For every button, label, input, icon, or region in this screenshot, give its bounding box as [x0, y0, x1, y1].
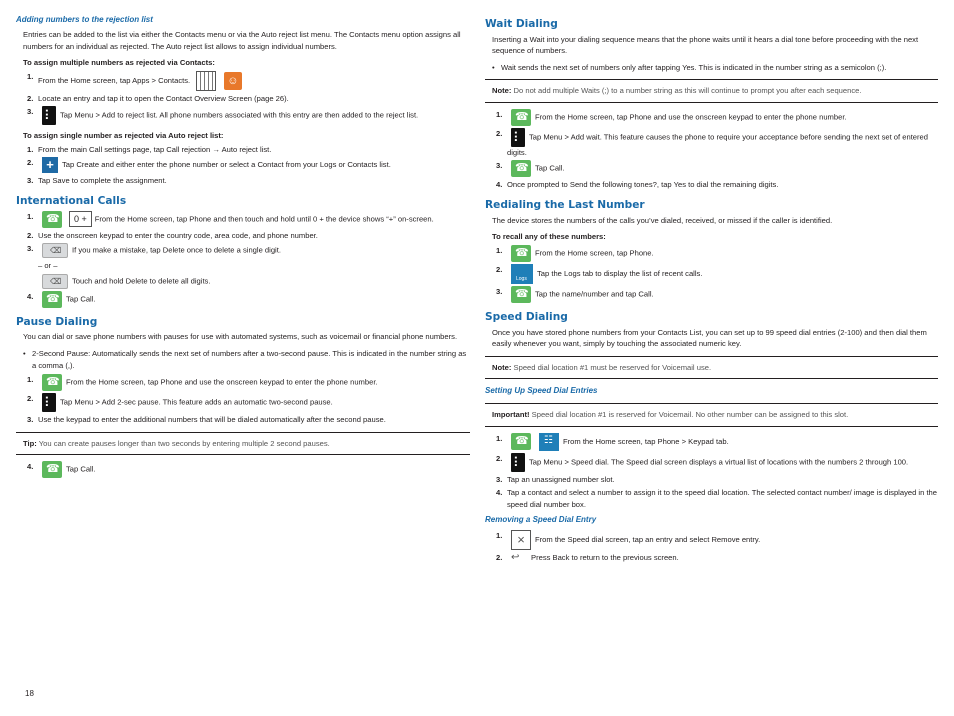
pause-tip: Tip: You can create pauses longer than two seconds by entering multiple 2 second pauses.: [16, 432, 470, 456]
contacts-icon: [224, 72, 242, 90]
redial-intro: The device stores the numbers of the calls you’ve dialed, received, or missed if the caller is identified.: [492, 215, 833, 225]
list-item: 1. ☎☷ From the Home screen, tap Phone > Keypad tab.: [485, 433, 938, 451]
wait-note: Note: Do not add multiple Waits (;) to a number string as this will continue to prompt you after each sequence.: [485, 79, 938, 103]
list-item: 1. From the Home screen, tap Apps > Contacts. ☺: [16, 71, 470, 91]
list-item: 2. ⠇ Tap Menu > Add 2-sec pause. This feature adds an automatic two-second pause.: [16, 393, 470, 412]
important-note: Important! Speed dial location #1 is reserved for Voicemail. No other number can be assigned to this slot.: [485, 403, 938, 427]
list-item: 2. Logs Tap the Logs tab to display the list of recent calls.: [485, 264, 938, 284]
list-item: 3. Tap Save to complete the assignment.: [27, 176, 167, 186]
international-step-4: [16, 291, 470, 308]
phone-icon: [42, 374, 62, 391]
pause-steps: [16, 374, 470, 426]
international-steps: [16, 211, 470, 259]
left-column: [16, 10, 470, 480]
speed-note: Note: Speed dial location #1 must be reserved for Voicemail use.: [485, 356, 938, 380]
pause-step-4: [16, 461, 470, 478]
list-item: 3. ⠇ Tap Menu > Add to reject list. All phone numbers associated with this entry are then added to the reject list.: [16, 106, 470, 125]
apps-icon: [196, 71, 216, 91]
multi-steps: [16, 71, 470, 126]
list-item: 1. From the main Call settings page, tap Call rejection → Auto reject list.: [27, 144, 272, 154]
list-item: 4. ☎ Tap Call.: [16, 461, 470, 478]
call-icon: [511, 286, 531, 303]
keypad-icon: [539, 433, 559, 451]
list-item: 2. ↩ Press Back to return to the previous screen.: [496, 551, 679, 563]
list-item: 3. ⌫ If you make a mistake, tap Delete once to delete a single digit.: [16, 243, 470, 258]
list-item: 2. + Tap Create and either enter the phone number or select a Contact from your Logs or Contacts list.: [27, 157, 391, 173]
wait-intro: Inserting a Wait into your dialing sequence means that the phone waits until it hears a dial tone before proceeding with the next sequence of numbers.: [492, 34, 919, 56]
setup-steps: [485, 433, 938, 511]
phone-icon: [511, 245, 531, 262]
pause-intro: You can dial or save phone numbers with pauses for use with automated systems, such as voicemail or financial phone numbers.: [23, 332, 458, 342]
zero-plus-key-icon: 0 +: [69, 211, 92, 227]
call-icon: [42, 461, 62, 478]
rejection-intro: Entries can be added to the list via either the Contacts menu or via the Auto reject list menu. The Contacts menu option assigns all numbers for an individual as rejected. The Auto reject list allows to assign individual numbers.: [23, 30, 461, 51]
speed-intro: Once you have stored phone numbers from your Contacts List, you can set up to 99 speed dial entries (2-100) and then dial them easily whenever you want, simply by touching the associated numeric key.: [492, 327, 927, 349]
international-heading: International Calls: [16, 194, 127, 207]
list-item: 3. ☎ Tap Call.: [485, 160, 938, 177]
pause-heading: Pause Dialing: [16, 315, 98, 328]
delete-icon: [42, 274, 68, 289]
list-item: 1. ☎ From the Home screen, tap Phone.: [485, 245, 938, 262]
list-item: 1. ☎ 0 + From the Home screen, tap Phone and then touch and hold until 0 + the device shows “+” on-screen.: [16, 211, 470, 228]
hold-delete-text: ⌫Touch and hold Delete to delete all digits.: [16, 274, 470, 289]
delete-icon: [42, 243, 68, 258]
list-item: 3. Tap an unassigned number slot.: [496, 474, 615, 484]
menu-icon: [511, 453, 525, 472]
list-item: 2. ⠇ Tap Menu > Speed dial. The Speed dial screen displays a virtual list of locations with the numbers 2 through 100.: [485, 453, 938, 472]
list-item: 4. Tap a contact and select a number to assign it to the speed dial location. The selected contact number/ image is displayed in the speed dial number box.: [496, 488, 938, 509]
list-item: 4. Once prompted to Send the following tones?, tap Yes to dial the remaining digits.: [496, 180, 779, 190]
single-lead: To assign single number as rejected via Auto reject list:: [23, 131, 224, 141]
multi-lead: To assign multiple numbers as rejected via Contacts:: [23, 58, 215, 68]
redial-lead: To recall any of these numbers:: [492, 232, 606, 242]
redial-heading: Redialing the Last Number: [485, 198, 645, 211]
list-item: 1. ☎ From the Home screen, tap Phone and use the onscreen keypad to enter the phone number.: [485, 109, 938, 126]
menu-icon: [42, 106, 56, 125]
remove-heading: Removing a Speed Dial Entry: [485, 515, 597, 525]
redial-steps: [485, 245, 938, 303]
list-item: 1. × From the Speed dial screen, tap an entry and select Remove entry.: [485, 530, 938, 550]
right-column: [485, 10, 938, 565]
phone-icon: [42, 211, 62, 228]
rejection-heading: Adding numbers to the rejection list: [16, 15, 153, 24]
call-icon: [42, 291, 62, 308]
remove-x-icon: ×: [511, 530, 531, 550]
plus-icon: +: [42, 157, 58, 173]
list-item: 2. ⠇ Tap Menu > Add wait. This feature causes the phone to require your acceptance before sending the next set of entered digits.: [485, 128, 938, 159]
back-icon: ↩: [511, 551, 520, 563]
list-item: 3. Use the keypad to enter the additional numbers that will be dialed automatically after the second pause.: [27, 415, 386, 425]
setup-heading: Setting Up Speed Dial Entries: [485, 386, 598, 396]
speed-heading: Speed Dialing: [485, 310, 568, 323]
list-item: 1. ☎ From the Home screen, tap Phone and use the onscreen keypad to enter the phone number.: [16, 374, 470, 391]
or-divider: – or –: [38, 261, 58, 271]
wait-bullet: • Wait sends the next set of numbers only after tapping Yes. This is indicated in the number string as a semicolon (;).: [492, 62, 887, 72]
list-item: 2. Locate an entry and tap it to open the Contact Overview Screen (page 26).: [27, 93, 289, 103]
list-item: 3. ☎ Tap the name/number and tap Call.: [485, 286, 938, 303]
single-steps: [16, 144, 470, 187]
list-item: 2. Use the onscreen keypad to enter the country code, area code, and phone number.: [27, 230, 318, 240]
pause-bullet: • 2-Second Pause: Automatically sends the next set of numbers after a two-second pause. This is indicated in the number string as a comma (,).: [23, 349, 467, 370]
phone-icon: [511, 433, 531, 450]
wait-steps: [485, 109, 938, 191]
page-number: 18: [25, 689, 34, 698]
logs-icon: [511, 264, 533, 284]
menu-icon: [511, 128, 525, 147]
wait-heading: Wait Dialing: [485, 18, 558, 30]
remove-steps: [485, 530, 938, 564]
call-icon: [511, 160, 531, 177]
menu-icon: [42, 393, 56, 412]
list-item: 4. ☎ Tap Call.: [16, 291, 470, 308]
phone-icon: [511, 109, 531, 126]
